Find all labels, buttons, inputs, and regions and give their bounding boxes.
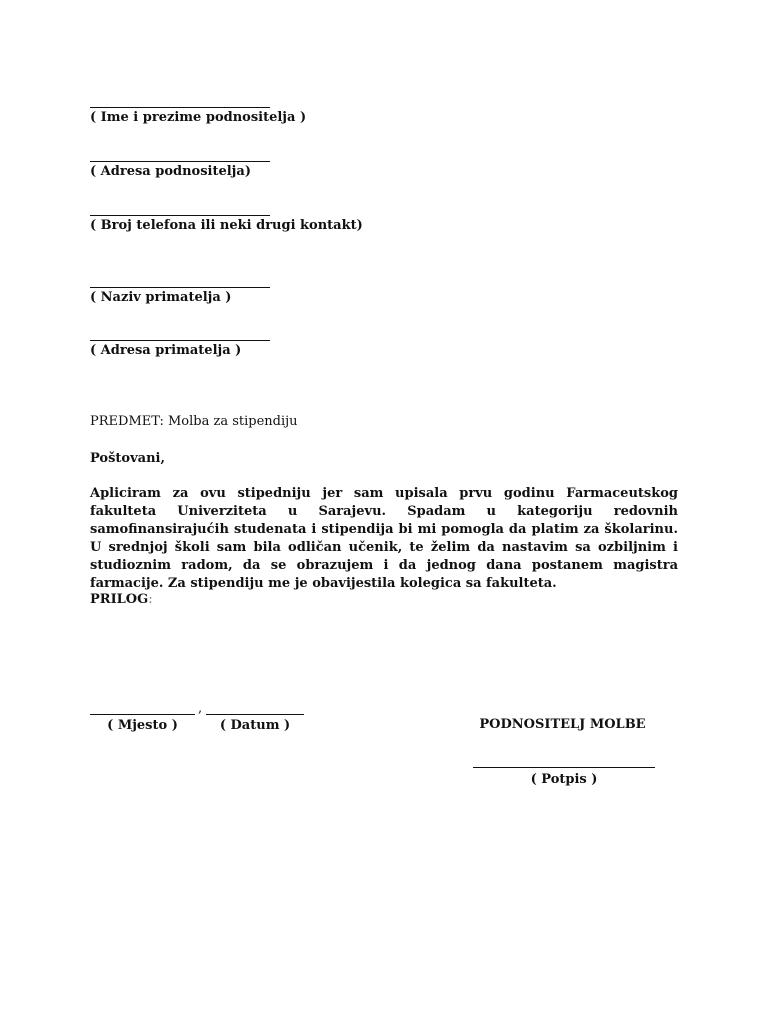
recipient-address-caption: ( Adresa primatelja ) xyxy=(90,343,242,358)
recipient-name-caption: ( Naziv primatelja ) xyxy=(90,290,232,305)
attachment-label: PRILOG xyxy=(90,592,149,607)
signature-line xyxy=(473,767,655,768)
sender-name-caption: ( Ime i prezime podnositelja ) xyxy=(90,110,307,125)
sender-name-line xyxy=(90,107,270,108)
recipient-address-line xyxy=(90,340,270,341)
sender-contact-caption: ( Broj telefona ili neki drugi kontakt) xyxy=(90,218,363,233)
body-paragraph: Apliciram za ovu stipedniju jer sam upisala prvu godinu Farmaceutskog fakulteta Univerziteta u Sarajevu. Spadam u kategoriju redovnih samofinansirajućih studenata i stipendija bi mi pomogla da platim za školarinu. U srednjoj školi sam bila odličan učenik, te želim da nastavim sa ozbiljnim i studioznim radom, da se obrazujem i da jednog dana postanem magistra farmacije. Za stipendiju me je obavijestila kolegica sa fakulteta. xyxy=(90,486,678,591)
sender-address-caption: ( Adresa podnositelja) xyxy=(90,164,251,179)
place-caption: ( Mjesto ) xyxy=(107,718,178,733)
signature-caption: ( Potpis ) xyxy=(530,772,598,787)
date-caption: ( Datum ) xyxy=(219,718,291,733)
attachment-colon: : xyxy=(148,592,153,607)
place-date-separator: , xyxy=(198,701,203,716)
place-line xyxy=(90,714,195,715)
date-line xyxy=(206,714,304,715)
sender-address-line xyxy=(90,161,270,162)
greeting: Poštovani, xyxy=(90,451,165,466)
sender-contact-line xyxy=(90,215,270,216)
subject-line: PREDMET: Molba za stipendiju xyxy=(90,414,298,429)
attachment-label-row xyxy=(90,591,153,609)
recipient-name-line xyxy=(90,287,270,288)
applicant-title: PODNOSITELJ MOLBE xyxy=(479,717,646,732)
